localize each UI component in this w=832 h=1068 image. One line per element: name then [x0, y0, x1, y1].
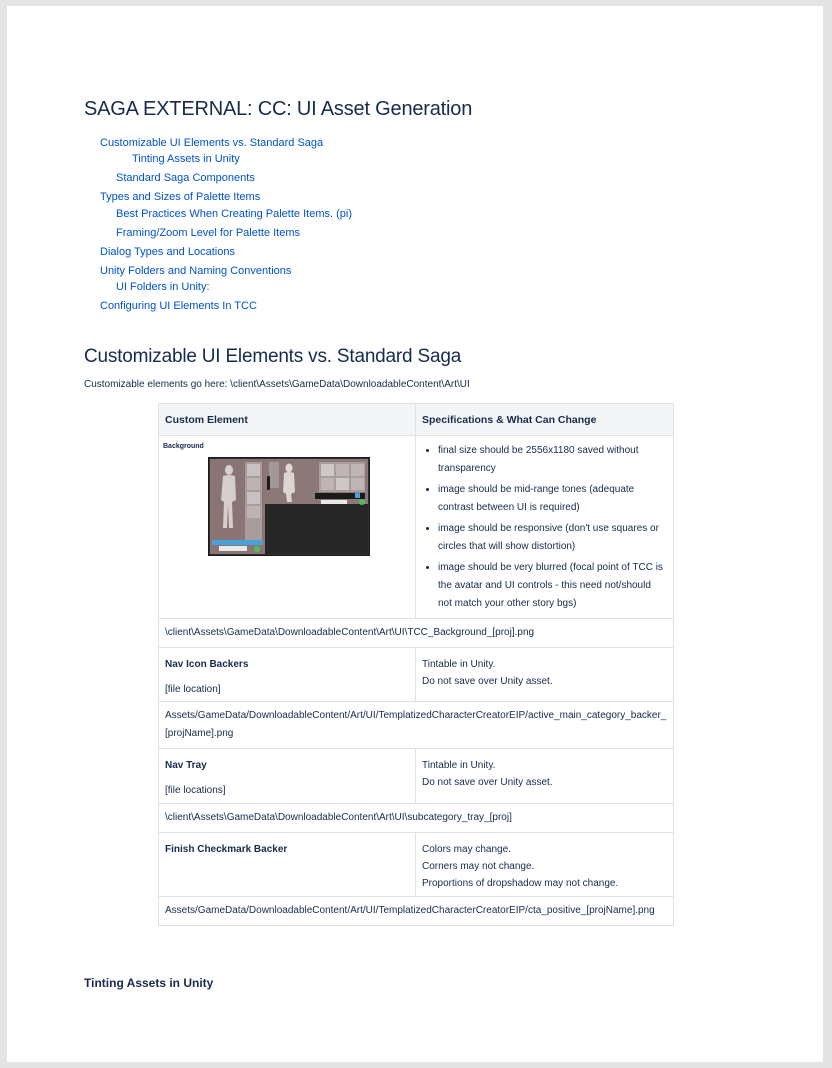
spec-item: • final size should be 2556x1180 saved without transparency	[438, 442, 667, 478]
spec-line: Do not save over Unity asset.	[422, 777, 553, 788]
toc-link-configuring-ui[interactable]: Configuring UI Elements In TCC	[100, 300, 257, 312]
toc-link-tinting-assets[interactable]: Tinting Assets in Unity	[132, 153, 240, 165]
toc-link-best-practices[interactable]: Best Practices When Creating Palette Items. (pi)	[116, 208, 352, 220]
spec-item: • image should be mid-range tones (adequate contrast between UI is required)	[438, 481, 667, 517]
toc-link-ui-folders[interactable]: UI Folders in Unity:	[116, 281, 210, 293]
toc-link-palette-types[interactable]: Types and Sizes of Palette Items	[100, 191, 261, 203]
nav-icon-backers-location: [file location]	[165, 684, 221, 695]
table-row-background-path	[159, 619, 674, 648]
section-intro-text: Customizable elements go here: \client\Assets\GameData\DownloadableContent\Art\UI	[84, 379, 470, 390]
table-header-row	[159, 404, 674, 436]
table-row-finish-checkmark	[159, 833, 674, 897]
finish-checkmark-specs-cell	[416, 833, 674, 897]
spec-line: Do not save over Unity asset.	[422, 676, 553, 687]
background-specs-list	[422, 442, 667, 613]
header-specifications: Specifications & What Can Change	[416, 404, 674, 436]
finish-checkmark-name: Finish Checkmark Backer	[165, 844, 288, 855]
background-thumbnail-image	[208, 457, 370, 556]
spec-item: • image should be very blurred (focal point of TCC is the avatar and UI controls - this need not/should not match your other story bgs)	[438, 559, 667, 613]
section-heading-customizable: Customizable UI Elements vs. Standard Saga	[84, 346, 462, 367]
background-cell	[159, 436, 416, 619]
header-custom-element: Custom Element	[159, 404, 416, 436]
spec-line: Tintable in Unity.	[422, 760, 496, 771]
table-row-nav-icon-backers	[159, 648, 674, 702]
spec-line: Tintable in Unity.	[422, 659, 496, 670]
toc-link-standard-saga[interactable]: Standard Saga Components	[116, 172, 255, 184]
tcc-screenshot-illustration	[209, 458, 369, 555]
spec-line: Corners may not change.	[422, 861, 535, 872]
table-row-finish-checkmark-path	[159, 897, 674, 926]
background-specs-cell	[416, 436, 674, 619]
toc-link-dialog-types[interactable]: Dialog Types and Locations	[100, 246, 235, 258]
spec-line: Colors may change.	[422, 844, 511, 855]
background-label: Background	[163, 443, 204, 450]
spec-item: • image should be responsive (don't use squares or circles that will show distortion)	[438, 520, 667, 556]
nav-tray-file-path: \client\Assets\GameData\DownloadableContent\Art\UI\subcategory_tray_[proj]	[159, 804, 674, 833]
custom-elements-table	[158, 403, 674, 926]
toc-link-unity-folders[interactable]: Unity Folders and Naming Conventions	[100, 265, 292, 277]
section-heading-tinting: Tinting Assets in Unity	[84, 976, 214, 990]
nav-icon-backers-cell	[159, 648, 416, 702]
page-title: SAGA EXTERNAL: CC: UI Asset Generation	[84, 98, 473, 120]
nav-tray-cell	[159, 749, 416, 804]
nav-icon-backers-specs-cell	[416, 648, 674, 702]
toc-link-framing-zoom[interactable]: Framing/Zoom Level for Palette Items	[116, 227, 301, 239]
nav-icon-backers-file-path: Assets/GameData/DownloadableContent/Art/UI/TemplatizedCharacterCreatorEIP/active_main_category_backer_[projName].png	[159, 702, 674, 749]
nav-tray-name: Nav Tray	[165, 760, 207, 771]
finish-checkmark-file-path: Assets/GameData/DownloadableContent/Art/UI/TemplatizedCharacterCreatorEIP/cta_positive_[projName].png	[159, 897, 674, 926]
table-row-nav-tray	[159, 749, 674, 804]
nav-tray-specs-cell	[416, 749, 674, 804]
table-row-nav-tray-path	[159, 804, 674, 833]
spec-line: Proportions of dropshadow may not change.	[422, 878, 619, 889]
table-row-background	[159, 436, 674, 619]
background-file-path: \client\Assets\GameData\DownloadableContent\Art\UI\TCC_Background_[proj].png	[159, 619, 674, 648]
nav-tray-location: [file locations]	[165, 785, 226, 796]
document-page	[7, 6, 823, 1062]
table-row-nav-icon-backers-path	[159, 702, 674, 749]
nav-icon-backers-name: Nav Icon Backers	[165, 659, 249, 670]
finish-checkmark-cell	[159, 833, 416, 897]
toc-link-customizable-ui[interactable]: Customizable UI Elements vs. Standard Saga	[100, 137, 324, 149]
